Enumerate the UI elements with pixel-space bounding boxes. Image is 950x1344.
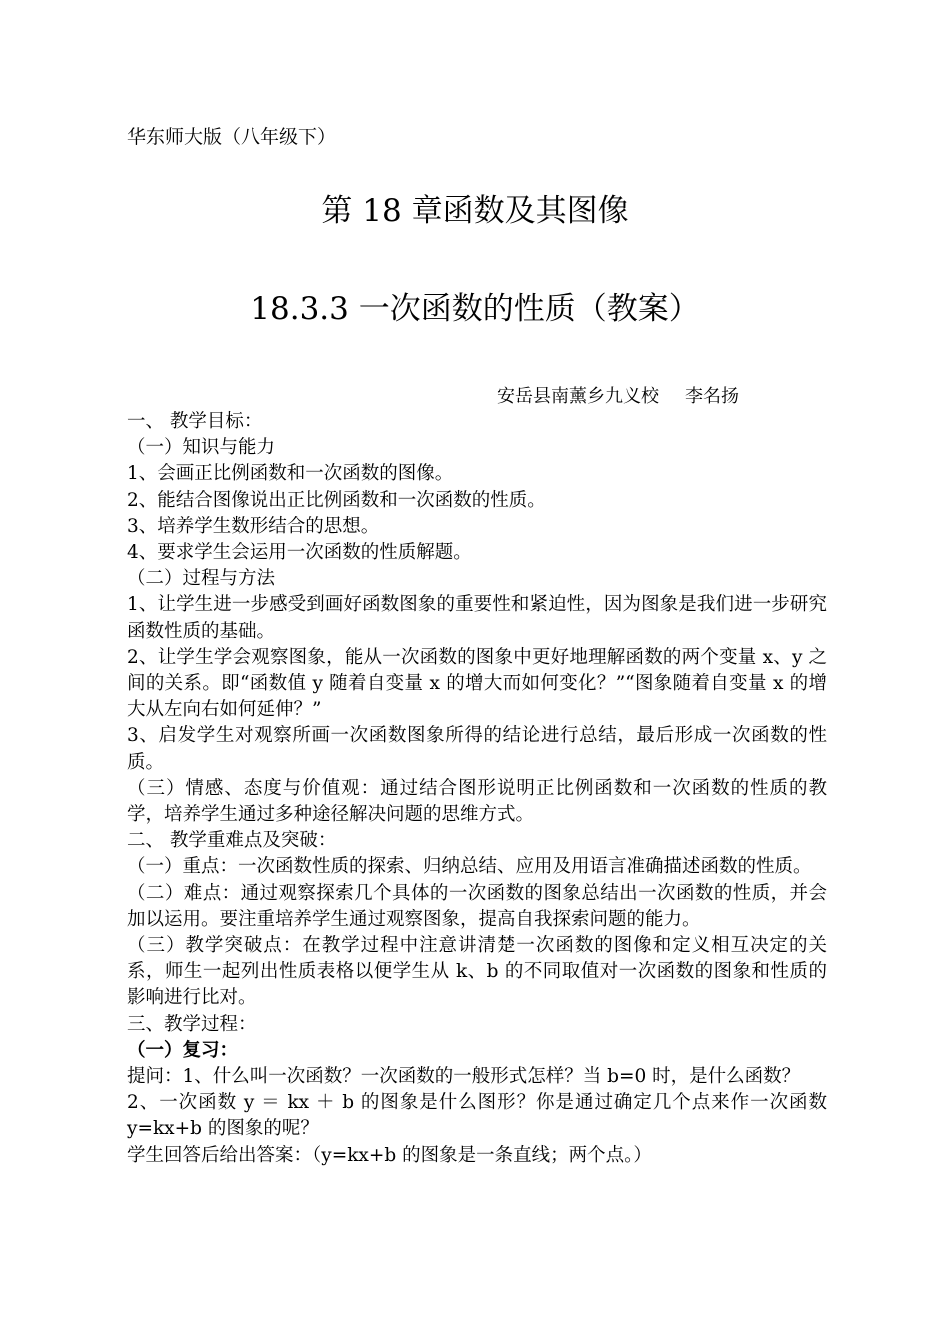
body-paragraph: （一）重点：一次函数性质的探索、归纳总结、应用及用语言准确描述函数的性质。	[127, 856, 812, 878]
body-paragraph: （二）过程与方法	[127, 568, 276, 590]
body-paragraph: 1、让学生进一步感受到画好函数图象的重要性和紧迫性，因为图象是我们进一步研究函数性质的基础。	[127, 594, 827, 642]
author-line	[497, 385, 739, 409]
body-paragraph: 提问：1、什么叫一次函数？一次函数的一般形式怎样？当 b=0 时，是什么函数？	[127, 1066, 801, 1088]
lesson-title: 18.3.3 一次函数的性质（教案）	[250, 291, 700, 327]
body-paragraph: 三、教学过程：	[127, 1013, 257, 1035]
author-name: 李名扬	[685, 386, 739, 407]
body-paragraph: （三）教学突破点：在教学过程中注意讲清楚一次函数的图像和定义相互决定的关系，师生一起列出性质表格以便学生从 k、b 的不同取值对一次函数的图象和性质的影响进行比对。	[127, 935, 827, 1009]
body-paragraph: （三）情感、态度与价值观：通过结合图形说明正比例函数和一次函数的性质的教学，培养学生通过多种途径解决问题的思维方式。	[127, 777, 827, 826]
chapter-title: 第 18 章函数及其图像	[321, 193, 629, 229]
body-paragraph: 3、启发学生对观察所画一次函数图象所得的结论进行总结，最后形成一次函数的性质。	[127, 725, 827, 773]
body-paragraph: 4、要求学生会运用一次函数的性质解题。	[127, 542, 472, 564]
body-paragraph: 2、让学生学会观察图象，能从一次函数的图象中更好地理解函数的两个变量 x、y 之间的关系。即“函数值 y 随着自变量 x 的增大而如何变化？”“图象随着自变量 x 的增大从左向右如何延伸？”	[127, 646, 827, 721]
body-paragraph: （二）难点：通过观察探索几个具体的一次函数的图象总结出一次函数的性质，并会加以运用。要注重培养学生通过观察图象，提高自我探索问题的能力。	[127, 882, 827, 930]
body-paragraph: （一）复习：	[127, 1039, 239, 1061]
school-name: 安岳县南薰乡九义校	[497, 386, 659, 407]
body-paragraph: （一）知识与能力	[127, 437, 276, 459]
body-paragraph: 2、能结合图像说出正比例函数和一次函数的性质。	[127, 489, 546, 511]
body-paragraph: 3、培养学生数形结合的思想。	[127, 515, 380, 537]
body-paragraph: 一、 教学目标：	[127, 411, 263, 432]
body-paragraph: 1、会画正比例函数和一次函数的图像。	[127, 463, 454, 485]
document-body	[127, 409, 827, 1169]
publisher-line: 华东师大版（八年级下）	[127, 126, 337, 148]
body-paragraph: 2、一次函数 y ＝ kx ＋ b 的图象是什么图形？你是通过确定几个点来作一次函数 y=kx+b 的图象的呢？	[127, 1092, 827, 1140]
body-paragraph: 二、 教学重难点及突破：	[127, 830, 337, 852]
body-paragraph: 学生回答后给出答案：（y=kx+b 的图象是一条直线；两个点。）	[127, 1144, 652, 1166]
